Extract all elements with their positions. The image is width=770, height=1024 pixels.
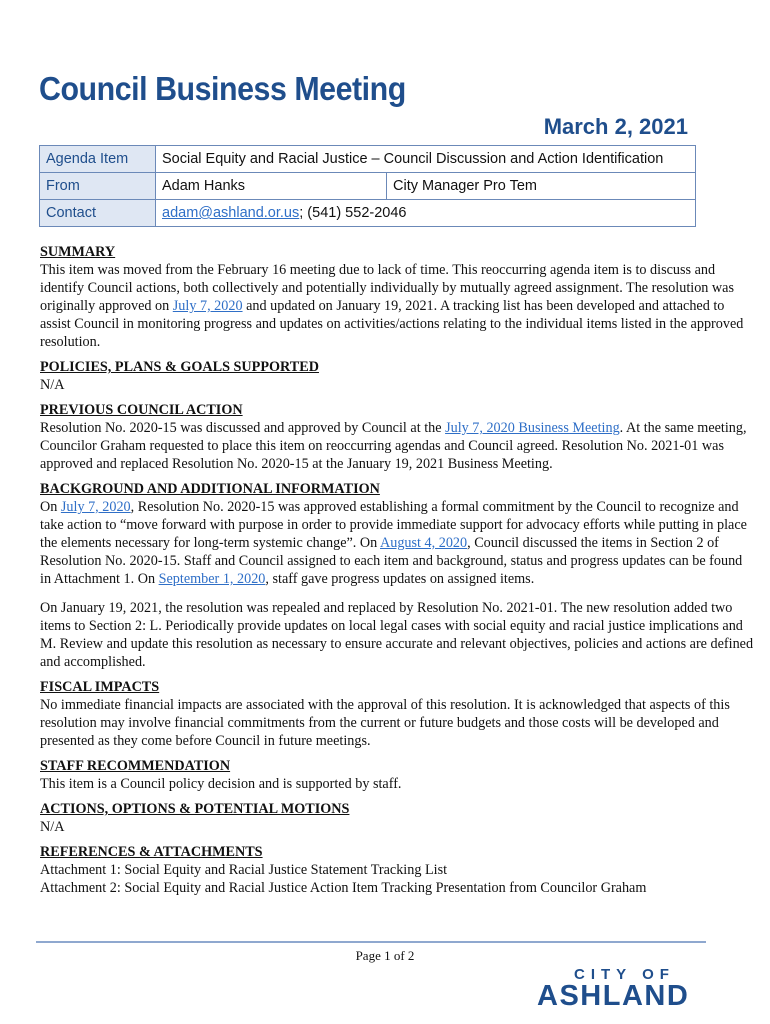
background-text-2: , Council discussed the items in Section 2 of Resolution No. 2020-15. Staff and Council assigned to each item and background, status and progress updates can be found in Attachment 1. On <box>40 535 743 587</box>
actions-text: N/A <box>40 819 65 835</box>
from-title: City Manager Pro Tem <box>387 173 696 200</box>
footer-divider <box>36 941 706 943</box>
summary-link-july-7[interactable]: July 7, 2020 <box>172 298 243 314</box>
previous-link-business-meeting[interactable]: July 7, 2020 Business Meeting <box>445 420 620 436</box>
page-number: Page 1 of 2 <box>355 948 415 963</box>
background-text-0: On <box>40 499 61 515</box>
background-link-september-1[interactable]: September 1, 2020 <box>158 571 266 587</box>
from-row <box>40 173 696 200</box>
fiscal-heading: FISCAL IMPACTS <box>40 679 160 695</box>
agenda-label: Agenda Item <box>40 146 156 173</box>
summary-text-2: and updated on January 19, 2021. A tracking list has been developed and attached to assist Council in monitoring progress and updates on activities/actions relating to the individual items listed in the approved resolution. <box>40 298 744 350</box>
ashland-logo: ASHLAND <box>537 980 690 1012</box>
summary-text <box>40 261 755 351</box>
agenda-row <box>40 146 696 173</box>
previous-text-2: . At the same meeting, Councilor Graham requested to place this item on reoccurring agendas and Council agreed. Resolution No. 2021-01 was approved and replaced Resolution No. 2020-15 at the January 19, 2021 Business Meeting. <box>40 420 747 472</box>
contact-phone: ; (541) 552-2046 <box>299 205 407 221</box>
previous-heading: PREVIOUS COUNCIL ACTION <box>40 402 243 418</box>
attachment-1: Attachment 1: Social Equity and Racial Justice Statement Tracking List <box>40 862 448 878</box>
policies-heading: POLICIES, PLANS & GOALS SUPPORTED <box>40 359 319 375</box>
report-body <box>40 243 755 900</box>
background-link-august-4[interactable]: August 4, 2020 <box>380 535 468 551</box>
background-text-3: , staff gave progress updates on assigned items. <box>265 571 535 587</box>
contact-label: Contact <box>40 200 156 227</box>
fiscal-text: No immediate financial impacts are associated with the approval of this resolution. It is acknowledged that aspects of this resolution may involve financial commitments from the current or future budgets and those costs will be developed and presented as they come before Council in future meetings. <box>40 697 730 749</box>
previous-text <box>40 419 755 473</box>
policies-text: N/A <box>40 377 65 393</box>
attachment-2: Attachment 2: Social Equity and Racial Justice Action Item Tracking Presentation from Councilor Graham <box>40 880 647 896</box>
meeting-date: March 2, 2021 <box>543 114 688 139</box>
background-heading: BACKGROUND AND ADDITIONAL INFORMATION <box>40 481 380 497</box>
from-label: From <box>40 173 156 200</box>
references-heading: REFERENCES & ATTACHMENTS <box>40 844 263 860</box>
staff-text: This item is a Council policy decision and is supported by staff. <box>40 776 402 792</box>
agenda-info-table <box>39 145 696 227</box>
background-text-p2: On January 19, 2021, the resolution was repealed and replaced by Resolution No. 2021-01. The new resolution added two items to Section 2: L. Periodically provide updates on local legal cases with social equity and racial justice implications and M. Review and update this resolution as necessary to ensure accurate and relevant objectives, policies and actions are defined and accomplished. <box>40 600 754 670</box>
summary-heading: SUMMARY <box>40 244 116 260</box>
contact-value <box>156 200 696 227</box>
page-title: Council Business Meeting <box>39 70 406 107</box>
from-name: Adam Hanks <box>156 173 387 200</box>
contact-row <box>40 200 696 227</box>
actions-heading: ACTIONS, OPTIONS & POTENTIAL MOTIONS <box>40 801 350 817</box>
background-link-july-7[interactable]: July 7, 2020 <box>60 499 131 515</box>
contact-email-link[interactable]: adam@ashland.or.us <box>162 205 300 221</box>
agenda-value: Social Equity and Racial Justice – Council Discussion and Action Identification <box>156 146 696 173</box>
background-text <box>40 498 755 588</box>
previous-text-1: Resolution No. 2020-15 was discussed and approved by Council at the <box>40 420 446 436</box>
background-text-1: , Resolution No. 2020-15 was approved establishing a formal commitment by the Council to recognize and take action to “move forward with purpose in order to provide immediate support for advocacy efforts while putting in place the elements necessary for long-term systemic change”. On <box>40 499 747 551</box>
summary-text-1: This item was moved from the February 16 meeting due to lack of time. This reoccurring agenda item is to discuss and identify Council actions, both collectively and potentially individually by mutually agreed assignment. The resolution was originally approved on <box>40 262 734 314</box>
city-of-logo-text: CITY OF <box>574 966 675 983</box>
staff-heading: STAFF RECOMMENDATION <box>40 758 231 774</box>
